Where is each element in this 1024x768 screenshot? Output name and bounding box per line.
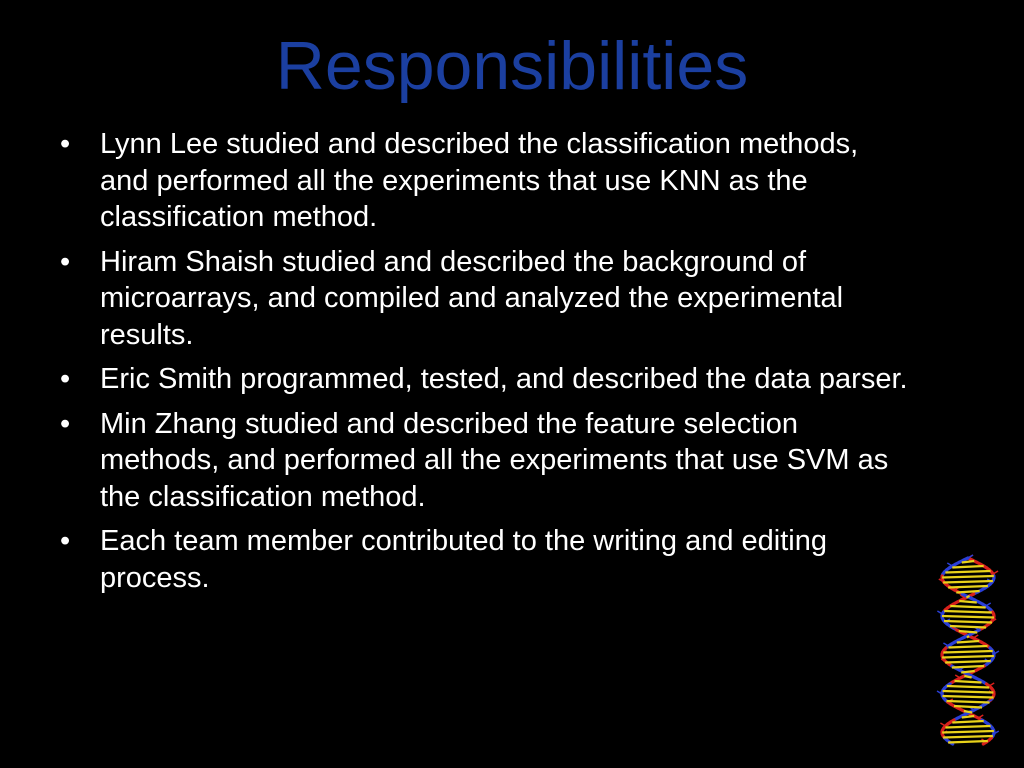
- base-pair-rung: [956, 591, 979, 593]
- base-pair-rung: [952, 566, 983, 568]
- bullet-marker: •: [60, 407, 71, 440]
- base-pair-rung: [945, 726, 990, 728]
- bullet-text: Min Zhang studied and described the feature selection methods, and performed all the experiments that use SVM as the classification method.: [100, 407, 889, 513]
- atom-branch: [947, 563, 952, 566]
- bullet-text: Hiram Shaish studied and described the background of microarrays, and compiled and analyzed the experimental results.: [100, 245, 844, 351]
- atom-branch: [986, 603, 991, 606]
- base-pair-rung: [948, 646, 987, 648]
- atom-branch: [943, 643, 948, 646]
- bullet-text: Eric Smith programmed, tested, and described the data parser.: [100, 363, 908, 395]
- base-pair-rung: [966, 596, 969, 598]
- base-pair-rung: [957, 641, 979, 643]
- bullet-list: [58, 126, 908, 604]
- list-item: [58, 126, 908, 236]
- base-pair-rung: [959, 631, 978, 633]
- atom-branch: [989, 683, 994, 686]
- base-pair-rung: [950, 606, 985, 608]
- bullet-text: Lynn Lee studied and described the classification methods, and performed all the experiments that use KNN as the classification method.: [100, 128, 859, 233]
- base-pair-rung: [943, 691, 994, 693]
- base-pair-rung: [964, 711, 972, 713]
- base-pair-rung: [952, 721, 983, 723]
- base-pair-rung: [950, 626, 986, 628]
- bullet-marker: •: [60, 363, 71, 395]
- bullet-text: Each team member contributed to the writing and editing process.: [100, 525, 828, 594]
- dna-helix-icon: [928, 550, 1008, 750]
- base-pair-rung: [943, 581, 993, 583]
- base-pair-rung: [952, 666, 984, 668]
- base-pair-rung: [967, 636, 969, 638]
- base-pair-rung: [942, 576, 994, 578]
- base-pair-rung: [945, 571, 990, 573]
- slide-title: Responsibilities: [275, 28, 749, 104]
- base-pair-rung: [961, 671, 975, 673]
- bullet-marker: •: [60, 525, 71, 557]
- base-pair-rung: [942, 731, 994, 733]
- bullet-marker: •: [60, 128, 71, 160]
- base-pair-rung: [944, 621, 992, 623]
- base-pair-rung: [954, 706, 982, 708]
- list-item: [58, 244, 908, 354]
- base-pair-rung: [942, 656, 994, 658]
- bullet-marker: •: [60, 245, 71, 278]
- base-pair-rung: [942, 616, 994, 618]
- list-item: [58, 361, 908, 398]
- list-item: [58, 406, 908, 516]
- base-pair-rung: [948, 741, 988, 743]
- base-pair-rung: [945, 661, 991, 663]
- base-pair-rung: [948, 586, 988, 588]
- atom-branch: [940, 723, 945, 726]
- base-pair-rung: [944, 611, 992, 613]
- base-pair-rung: [959, 601, 977, 603]
- base-pair-rung: [943, 651, 992, 653]
- base-pair-rung: [962, 561, 975, 563]
- base-pair-rung: [954, 681, 981, 683]
- base-pair-rung: [962, 716, 975, 718]
- list-item: [58, 523, 908, 596]
- base-pair-rung: [942, 696, 993, 698]
- base-pair-rung: [947, 686, 989, 688]
- base-pair-rung: [964, 676, 971, 678]
- base-pair-rung: [947, 701, 990, 703]
- base-pair-rung: [943, 736, 993, 738]
